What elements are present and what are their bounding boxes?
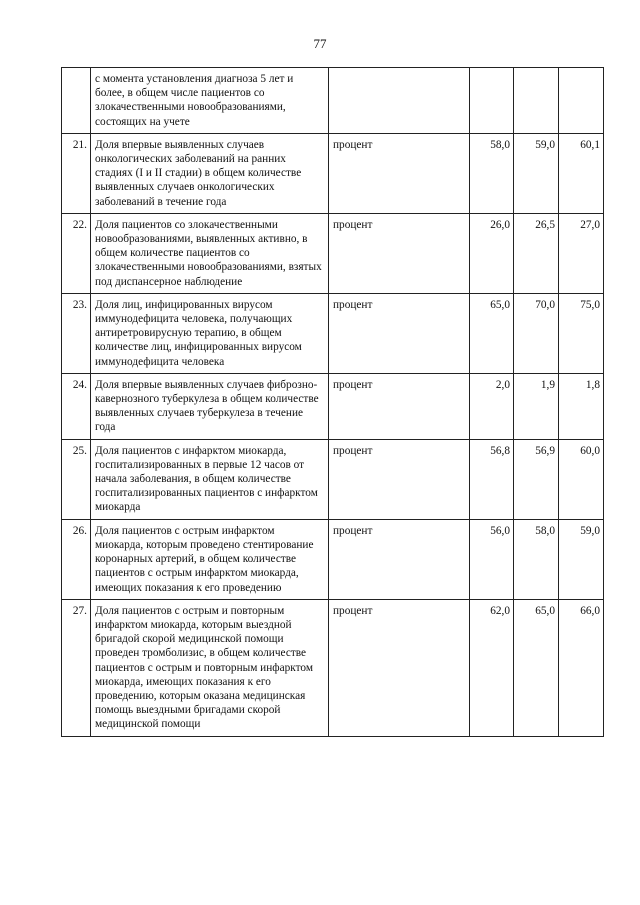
- indicator-unit: процент: [329, 519, 470, 599]
- row-number: 22.: [62, 213, 91, 293]
- row-number: [62, 68, 91, 134]
- indicator-name: Доля впервые выявленных случаев фиброзно-кавернозного туберкулеза в общем количестве выявленных случаев туберкулеза в течение года: [91, 373, 329, 439]
- value-col-2: 70,0: [514, 293, 559, 373]
- table-row: [62, 133, 604, 213]
- value-col-1: 56,8: [470, 439, 514, 519]
- indicator-name: Доля лиц, инфицированных вирусом иммунодефицита человека, получающих антиретровирусную терапию, в общем количестве лиц, инфицированных вирусом иммунодефицита человека: [91, 293, 329, 373]
- value-col-3: 60,0: [559, 439, 604, 519]
- indicator-unit: [329, 68, 470, 134]
- indicators-table: [61, 67, 604, 737]
- value-col-2: [514, 68, 559, 134]
- indicator-name: Доля пациентов с острым инфарктом миокарда, которым проведено стентирование коронарных артерий, в общем количестве пациентов с острым инфарктом миокарда, имеющих показания к его проведению: [91, 519, 329, 599]
- value-col-2: 65,0: [514, 599, 559, 736]
- indicator-unit: процент: [329, 293, 470, 373]
- indicator-name: Доля впервые выявленных случаев онкологических заболеваний на ранних стадиях (I и II стадии) в общем количестве выявленных случаев онкологических заболеваний в течение года: [91, 133, 329, 213]
- value-col-1: 26,0: [470, 213, 514, 293]
- indicator-unit: процент: [329, 213, 470, 293]
- indicator-unit: процент: [329, 599, 470, 736]
- row-number: 26.: [62, 519, 91, 599]
- row-number: 21.: [62, 133, 91, 213]
- value-col-1: 2,0: [470, 373, 514, 439]
- table-row: [62, 68, 604, 134]
- indicator-name: с момента установления диагноза 5 лет и более, в общем числе пациентов со злокачественными новообразованиями, состоящих на учете: [91, 68, 329, 134]
- indicator-name: Доля пациентов с острым и повторным инфарктом миокарда, которым выездной бригадой скорой медицинской помощи проведен тромболизис, в общем количестве пациентов с острым и повторным инфарктом миокарда, имеющих показания к его проведению, которым оказана медицинская помощь выездными бригадами скорой медицинской помощи: [91, 599, 329, 736]
- table-row: [62, 213, 604, 293]
- value-col-3: 59,0: [559, 519, 604, 599]
- value-col-3: [559, 68, 604, 134]
- value-col-3: 1,8: [559, 373, 604, 439]
- table-row: [62, 439, 604, 519]
- row-number: 27.: [62, 599, 91, 736]
- indicator-unit: процент: [329, 373, 470, 439]
- indicator-name: Доля пациентов с инфарктом миокарда, госпитализированных в первые 12 часов от начала заболевания, в общем количестве госпитализированных пациентов с инфарктом миокарда: [91, 439, 329, 519]
- table-row: [62, 373, 604, 439]
- page-number: 77: [313, 36, 327, 51]
- indicator-unit: процент: [329, 133, 470, 213]
- table-row: [62, 519, 604, 599]
- value-col-2: 56,9: [514, 439, 559, 519]
- value-col-1: 65,0: [470, 293, 514, 373]
- row-number: 24.: [62, 373, 91, 439]
- value-col-3: 27,0: [559, 213, 604, 293]
- table-row: [62, 293, 604, 373]
- value-col-2: 26,5: [514, 213, 559, 293]
- value-col-1: 58,0: [470, 133, 514, 213]
- value-col-2: 1,9: [514, 373, 559, 439]
- value-col-1: 56,0: [470, 519, 514, 599]
- value-col-3: 66,0: [559, 599, 604, 736]
- value-col-3: 75,0: [559, 293, 604, 373]
- indicator-unit: процент: [329, 439, 470, 519]
- table-row: [62, 599, 604, 736]
- value-col-1: 62,0: [470, 599, 514, 736]
- row-number: 23.: [62, 293, 91, 373]
- indicators-table-body: [62, 68, 604, 737]
- value-col-1: [470, 68, 514, 134]
- value-col-2: 58,0: [514, 519, 559, 599]
- value-col-3: 60,1: [559, 133, 604, 213]
- value-col-2: 59,0: [514, 133, 559, 213]
- indicator-name: Доля пациентов со злокачественными новообразованиями, выявленных активно, в общем количестве пациентов со злокачественными новообразованиями, взятых под диспансерное наблюдение: [91, 213, 329, 293]
- row-number: 25.: [62, 439, 91, 519]
